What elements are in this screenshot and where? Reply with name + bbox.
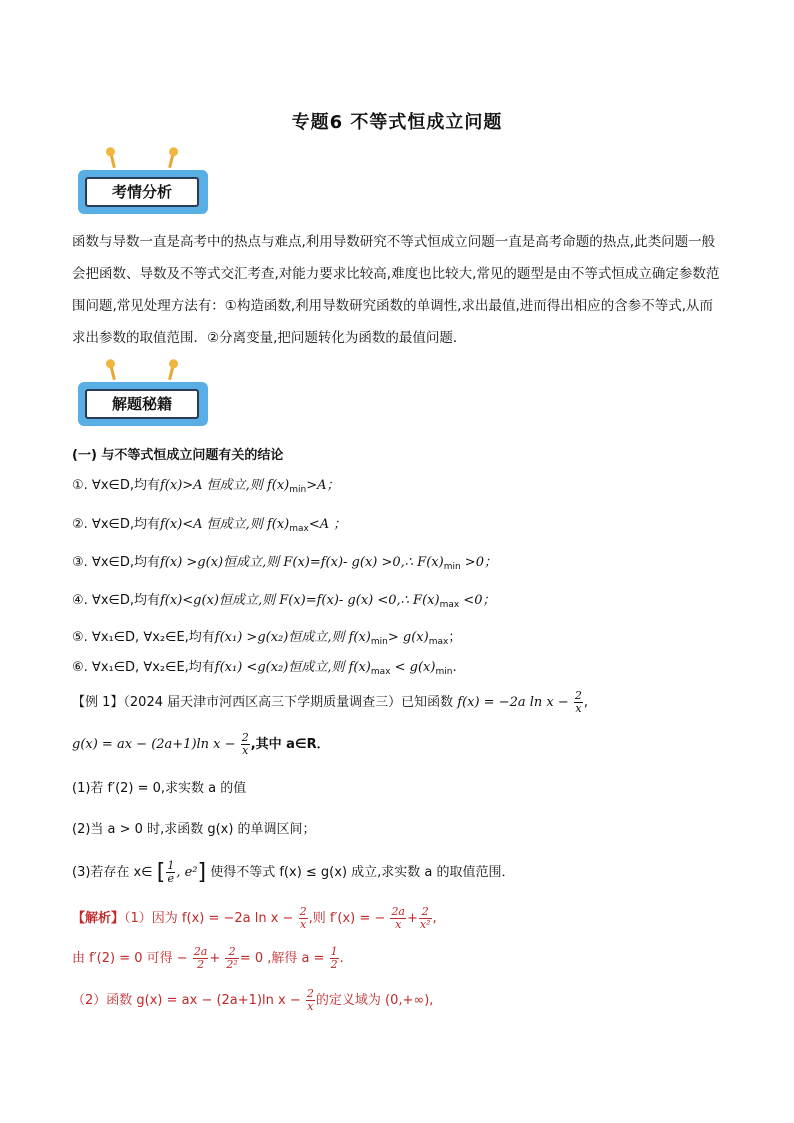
badge-antenna-icon: [168, 152, 175, 168]
rule-line: ④. ∀x∈D,均有f(x)<g(x)恒成立,则 F(x)=f(x)- g(x) <0,∴ $F(x)_{max} <0$；: [72, 593, 496, 610]
solution-step-1: 【解析】（1）因为 f(x) = −2a ln x − $\frac{2}{x}$ ,则 f′(x) = − $\frac{2a}{x}$ + $\frac{2}{\text{x²}}$ ,: [72, 905, 437, 931]
section-badge-analysis: [78, 160, 208, 208]
fraction: $\frac{2a}{2}$: [193, 945, 208, 971]
intro-paragraph: 函数与导数一直是高考中的热点与难点,利用导数研究不等式恒成立问题一直是高考命题的热点,此类问题一般会把函数、导数及不等式交汇考查,对能力要求比较高,难度也比较大,常见的题型是由不等式恒成立确定参数范围问题,常见处理方法有：①构造函数,利用导数研究函数的单调性,求出最值,进而得出相应的含参不等式,从而求出参数的取值范围．②分离变量,把问题转化为函数的最值问题．: [72, 234, 720, 346]
heading-conclusions: (一) 与不等式恒成立问题有关的结论: [72, 448, 284, 463]
badge-antenna-icon: [109, 364, 116, 380]
question-1: (1)若 f′(2) = 0,求实数 a 的值: [72, 781, 247, 796]
badge-label: 解题秘籍: [85, 389, 199, 419]
example-g-definition: g(x) = ax − (2a+1)ln x − $\frac{2}{x}$ ,其中 a∈R．: [72, 731, 330, 757]
solution-step-3: （2）函数 g(x) = ax − (2a+1)ln x − $\frac{2}{x}$ 的定义域为 (0,+∞),: [72, 987, 434, 1013]
badge-label: 考情分析: [85, 177, 199, 207]
badge-antenna-icon: [109, 152, 116, 168]
page-title: 专题6 不等式恒成立问题: [291, 112, 503, 133]
question-3: (3)若存在 x∈ [ $\frac{1}{e}$ , e²] 使得不等式 f(x) ≤ g(x) 成立,求实数 a 的取值范围．: [72, 859, 515, 885]
section-badge-method: [78, 372, 208, 420]
solution-step-2: 由 f′(2) = 0 可得 − $\frac{2a}{2}$ + $\frac{2}{\text{2²}}$ = 0 ,解得 a = $\frac{1}{2}$ .: [72, 945, 344, 971]
badge-antenna-icon: [168, 364, 175, 380]
rule-line: ③. ∀x∈D,均有f(x) >g(x)恒成立,则 F(x)=f(x)- g(x) >0,∴ $F(x)_{min} >0$；: [72, 555, 497, 572]
rule-line: ①. ∀x∈D,均有f(x)>A 恒成立,则 $f(x)_{min}>A$；: [72, 478, 340, 495]
question-2: (2)当 a > 0 时,求函数 g(x) 的单调区间；: [72, 822, 316, 837]
fraction: $\frac{1}{2}$: [330, 945, 338, 971]
rule-line: ⑤. ∀x₁∈D, ∀x₂∈E,均有f(x₁) >g(x₂)恒成立,则 $f(x)_{min}> g(x)_{max}$；: [72, 630, 462, 647]
rule-line: ⑥. ∀x₁∈D, ∀x₂∈E,均有f(x₁) <g(x₂)恒成立,则 $f(x)_{max} < g(x)_{min}$.: [72, 660, 457, 677]
fraction: $\frac{2}{x}$: [306, 987, 314, 1013]
fraction: $\frac{2}{x}$: [241, 731, 249, 757]
fraction: $\frac{1}{e}$: [167, 859, 175, 885]
fraction: $\frac{2}{\text{2²}}$: [226, 945, 238, 971]
rule-line: ②. ∀x∈D,均有f(x)<A 恒成立,则 $f(x)_{max}<A$ ；: [72, 517, 347, 534]
fraction: $\frac{2}{x}$: [299, 905, 307, 931]
fraction: $\frac{2}{\text{x²}}$: [419, 905, 431, 931]
fraction: $\frac{2a}{x}$: [391, 905, 405, 931]
fraction: $\frac{2}{x}$: [574, 689, 582, 715]
example-header: 【例 1】（2024 届天津市河西区高三下学期质量调查三）已知函数 f(x) = −2a ln x − $\frac{2}{x}$ ,: [72, 689, 589, 715]
